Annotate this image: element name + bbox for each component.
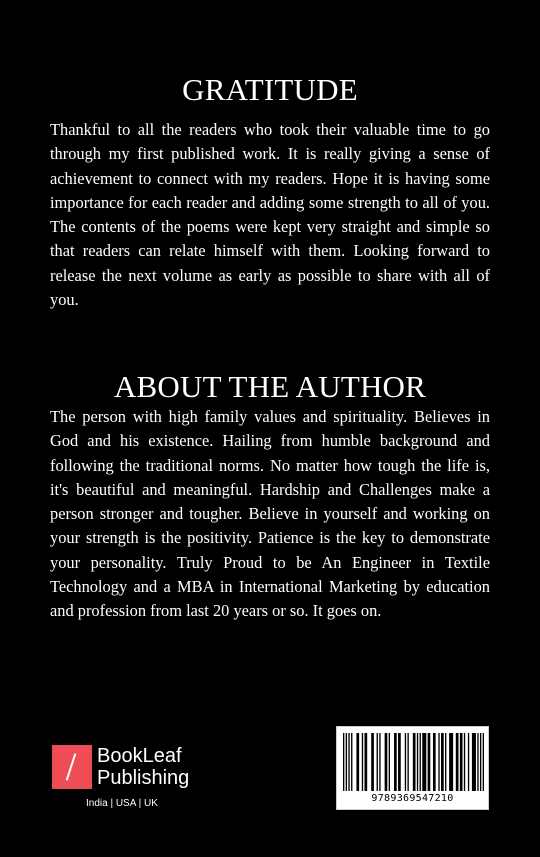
barcode-bar <box>348 733 349 791</box>
publisher-logo <box>52 745 212 813</box>
about-author-paragraph: The person with high family values and spirituality. Believes in God and his existence. Hailing from humble background and following the traditional norms. No matter how tough the life is, it's beautiful and meaningful. Hardship and Challenges make a person stronger and tougher. Believe in yourself and working on your strength is the positivity. Patience is the key to demonstrate your personality. Truly Proud to be An Engineer in Textile Technology and a MBA in International Marketing by education and profession from last 20 years or so. It goes on. <box>50 407 490 621</box>
publisher-regions: India | USA | UK <box>86 798 158 809</box>
gratitude-heading: GRATITUDE <box>182 72 358 107</box>
isbn-number: 9789369547210 <box>371 793 454 804</box>
barcode-bar <box>477 733 478 791</box>
barcode-bar <box>379 733 380 791</box>
barcode-bar <box>438 733 439 791</box>
barcode-bar <box>398 733 401 791</box>
barcode-bar <box>346 733 347 791</box>
barcode-bar <box>433 733 436 791</box>
barcode-bar <box>385 733 388 791</box>
barcode-bar <box>405 733 406 791</box>
barcode-bar <box>364 733 367 791</box>
barcode-bar <box>449 733 453 791</box>
barcode-bar <box>417 733 418 791</box>
barcode-bar <box>343 733 344 791</box>
barcode-bar <box>362 733 363 791</box>
barcode-bar <box>377 733 378 791</box>
barcode-bars <box>343 733 484 791</box>
barcode-bar <box>389 733 390 791</box>
barcode-bar <box>480 733 481 791</box>
barcode-bar <box>351 733 352 791</box>
barcode-bar <box>420 733 421 791</box>
barcode-bar <box>456 733 459 791</box>
barcode-bar <box>371 733 374 791</box>
barcode-bar <box>394 733 397 791</box>
publisher-name-line1: BookLeaf <box>97 745 182 767</box>
isbn-barcode <box>336 726 489 810</box>
gratitude-paragraph: Thankful to all the readers who took their valuable time to go through my first published work. It is really giving a sense of achievement to connect with my readers. Hope it is having some importance for each reader and adding some strength to all of you. The contents of the poems were kept very straight and simple so that readers can relate himself with them. Looking forward to release the next volume as early as possible to share with all of you. <box>50 120 490 310</box>
barcode-bar <box>413 733 416 791</box>
slash-mark-icon <box>52 745 92 789</box>
publisher-name-line2: Publishing <box>97 767 190 789</box>
barcode-bar <box>460 733 463 791</box>
barcode-bar <box>441 733 444 791</box>
barcode-bar <box>356 733 359 791</box>
barcode-bar <box>445 733 446 791</box>
barcode-bar <box>407 733 408 791</box>
barcode-bar <box>468 733 469 791</box>
logo-slash <box>66 753 77 780</box>
barcode-bar <box>483 733 484 791</box>
about-author-heading: ABOUT THE AUTHOR <box>113 369 427 404</box>
barcode-bar <box>472 733 476 791</box>
barcode-bar <box>428 733 431 791</box>
barcode-bar <box>464 733 465 791</box>
barcode-bar <box>422 733 426 791</box>
